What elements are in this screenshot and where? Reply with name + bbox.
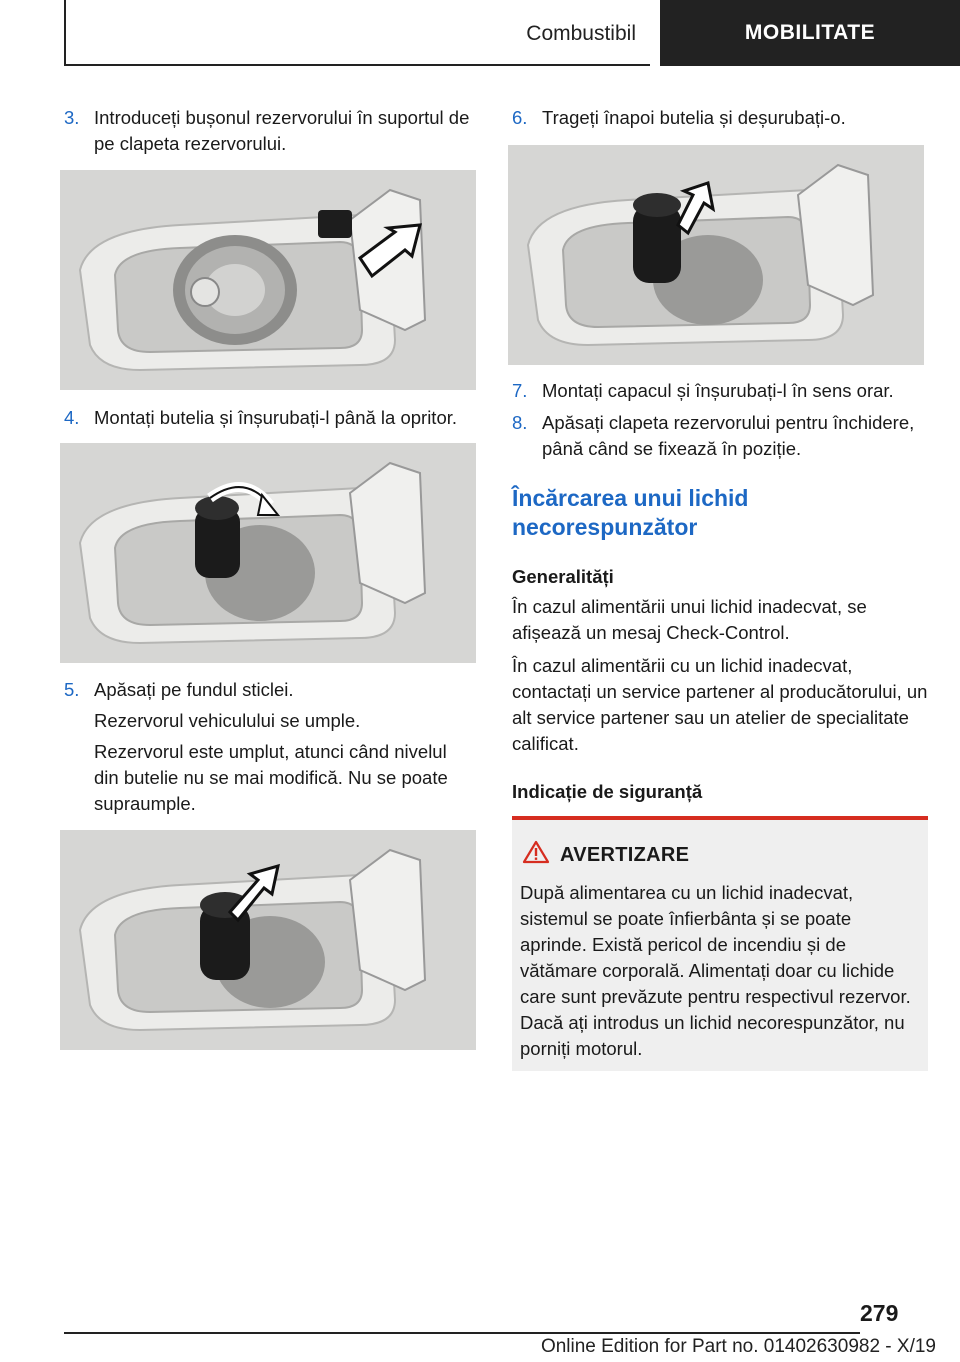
step-text: Apăsați clapeta rezervorului pentru închidere, până când se fixează în poziție. [542,412,915,459]
step-8 [512,410,932,462]
step-4 [64,405,484,431]
step-number: 3. [64,107,80,128]
header-bottom-rule [64,64,650,66]
warning-title: AVERTIZARE [560,844,690,866]
warning-text: După alimentarea cu un lichid inadecvat, sistemul se poate înfierbânta și se poate aprinde. Există pericol de incendiu și de vătămare corporală. Alimentați doar cu lichide care sunt prevăzute pentru respectivul rezervor. Dacă ați introdus un lichid necorespunzător, nu porniți motorul. [520,882,911,1059]
warning-box [512,816,928,1071]
general-paragraph-2: În cazul alimentării cu un lichid inadecvat, contactați un service partener al producătorului, un alt service partener sau un atelier de specialitate calificat. [512,655,928,754]
step-3 [64,105,484,157]
general-heading: Generalități [512,566,614,587]
step-text: Trageți înapoi butelia și deșurubați-o. [542,107,846,128]
fuel-flap-photo-3 [60,830,476,1050]
step-5 [64,677,484,703]
footer-edition: Online Edition for Part no. 01402630982 - X/19 [540,1336,936,1357]
footer-rule [64,1332,860,1334]
fuel-flap-photo-1 [60,170,476,390]
fuel-flap-photo-2 [60,443,476,663]
step-5-note-1: Rezervorul vehiculului se umple. [94,710,361,731]
step-number: 5. [64,679,80,700]
fuel-flap-photo-4 [508,145,924,365]
step-text: Apăsați pe fundul sticlei. [94,679,294,700]
step-5-note-2: Rezervorul este umplut, atunci când nivelul din butelie nu se mai modifică. Nu se poate supraumple. [94,741,448,814]
step-text: Montați butelia și înșurubați-l până la opritor. [94,407,458,428]
step-6 [512,105,932,131]
page-number: 279 [860,1300,899,1326]
step-text: Introduceți bușonul rezervorului în suportul de pe clapeta rezervorului. [94,107,470,154]
step-7 [512,378,932,404]
warning-triangle-icon [522,840,550,869]
section-tab: MOBILITATE [660,0,960,66]
section-heading: Încărcarea unui lichid necorespunzător [512,485,749,540]
chapter-title: Combustibil [526,22,636,45]
step-number: 6. [512,107,528,128]
step-text: Montați capacul și înșurubați-l în sens orar. [542,380,894,401]
step-number: 4. [64,407,80,428]
step-number: 8. [512,412,528,433]
safety-heading: Indicație de siguranță [512,781,703,802]
general-paragraph-1: În cazul alimentării unui lichid inadecvat, se afișează un mesaj Check-Control. [512,596,867,643]
step-number: 7. [512,380,528,401]
